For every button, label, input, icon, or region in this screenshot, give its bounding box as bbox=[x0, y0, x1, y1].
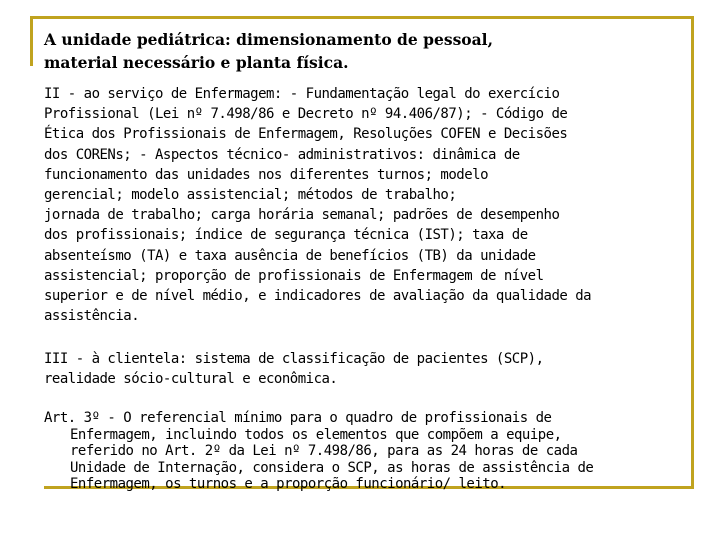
paragraph-line: Art. 3º - O referencial mínimo para o quadro de profissionais de bbox=[44, 410, 552, 426]
paragraph-line: realidade sócio-cultural e econômica. bbox=[44, 371, 338, 388]
paragraph-line: Unidade de Internação, considera o SCP, as horas de assistência de bbox=[70, 459, 594, 476]
paragraph-ii bbox=[44, 84, 591, 326]
slide-title-line: A unidade pediátrica: dimensionamento de pessoal, bbox=[44, 30, 493, 49]
paragraph-line: Enfermagem, os turnos e a proporção funcionário/ leito. bbox=[70, 476, 507, 492]
paragraph-line: superior e de nível médio, e indicadores de avaliação da qualidade da bbox=[44, 288, 592, 305]
paragraph-line: Ética dos Profissionais de Enfermagem, Resoluções COFEN e Decisões bbox=[44, 126, 568, 143]
paragraph-iii bbox=[44, 349, 544, 389]
paragraph-line: assistencial; proporção de profissionais de Enfermagem de nível bbox=[44, 267, 544, 284]
slide-title-line: material necessário e planta física. bbox=[44, 53, 349, 72]
paragraph-line: assistência. bbox=[44, 308, 140, 325]
frame-top-border bbox=[30, 16, 694, 19]
frame-right-border bbox=[691, 16, 694, 489]
paragraph-line: Enfermagem, incluindo todos os elementos que compõem a equipe, bbox=[70, 426, 562, 443]
paragraph-line: dos profissionais; índice de segurança técnica (IST); taxa de bbox=[44, 227, 528, 244]
paragraph-line: absenteísmo (TA) e taxa ausência de benefícios (TB) da unidade bbox=[44, 247, 536, 264]
paragraph-line: II - ao serviço de Enfermagem: - Fundamentação legal do exercício bbox=[44, 86, 560, 102]
paragraph-art-3 bbox=[44, 410, 593, 493]
paragraph-line: III - à clientela: sistema de classificação de pacientes (SCP), bbox=[44, 351, 544, 367]
paragraph-line: referido no Art. 2º da Lei nº 7.498/86, para as 24 horas de cada bbox=[70, 443, 578, 459]
paragraph-line: jornada de trabalho; carga horária semanal; padrões de desempenho bbox=[44, 207, 560, 224]
frame-left-border bbox=[30, 16, 33, 66]
paragraph-line: funcionamento das unidades nos diferentes turnos; modelo bbox=[44, 166, 489, 183]
paragraph-line: dos CORENs; - Aspectos técnico- administrativos: dinâmica de bbox=[44, 146, 520, 163]
paragraph-line: Profissional (Lei nº 7.498/86 e Decreto nº 94.406/87); - Código de bbox=[44, 106, 568, 123]
paragraph-line: gerencial; modelo assistencial; métodos de trabalho; bbox=[44, 187, 457, 204]
slide-title bbox=[44, 28, 664, 74]
